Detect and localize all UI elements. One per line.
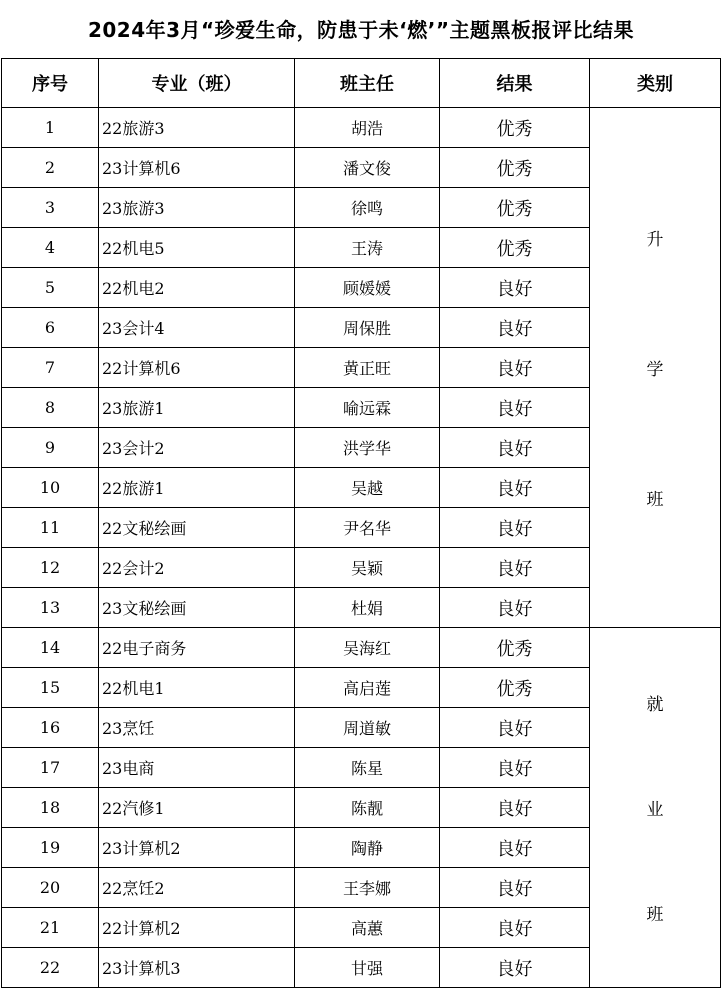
row-number: 11 [2, 508, 99, 548]
table-row [2, 108, 721, 148]
row-major: 22汽修1 [99, 788, 295, 828]
category-char: 班 [646, 490, 664, 510]
row-result: 良好 [440, 348, 590, 388]
row-result: 良好 [440, 948, 590, 988]
category-char: 学 [646, 360, 664, 380]
row-result: 良好 [440, 788, 590, 828]
table-row [2, 628, 721, 668]
row-number: 21 [2, 908, 99, 948]
row-teacher: 周保胜 [295, 308, 440, 348]
row-major: 23会计2 [99, 428, 295, 468]
row-major: 23计算机6 [99, 148, 295, 188]
category-char: 就 [646, 695, 664, 715]
row-teacher: 王涛 [295, 228, 440, 268]
row-teacher: 喻远霖 [295, 388, 440, 428]
row-teacher: 陈星 [295, 748, 440, 788]
row-number: 14 [2, 628, 99, 668]
row-teacher: 王李娜 [295, 868, 440, 908]
category-char: 升 [646, 230, 664, 250]
row-major: 22机电5 [99, 228, 295, 268]
category-label [590, 690, 720, 925]
row-number: 3 [2, 188, 99, 228]
row-major: 22电子商务 [99, 628, 295, 668]
row-number: 13 [2, 588, 99, 628]
row-number: 19 [2, 828, 99, 868]
row-result: 优秀 [440, 108, 590, 148]
row-teacher: 尹名华 [295, 508, 440, 548]
row-result: 优秀 [440, 668, 590, 708]
row-number: 8 [2, 388, 99, 428]
row-teacher: 吴越 [295, 468, 440, 508]
row-major: 22计算机6 [99, 348, 295, 388]
row-teacher: 吴海红 [295, 628, 440, 668]
row-teacher: 高启莲 [295, 668, 440, 708]
row-major: 23文秘绘画 [99, 588, 295, 628]
page-title: 2024年3月“珍爱生命，防患于未‘燃’”主题黑板报评比结果 [87, 18, 635, 42]
row-number: 2 [2, 148, 99, 188]
row-teacher: 陈靓 [295, 788, 440, 828]
row-result: 良好 [440, 748, 590, 788]
row-major: 23旅游1 [99, 388, 295, 428]
row-number: 12 [2, 548, 99, 588]
row-number: 20 [2, 868, 99, 908]
row-major: 22烹饪2 [99, 868, 295, 908]
row-number: 16 [2, 708, 99, 748]
row-major: 22机电1 [99, 668, 295, 708]
row-teacher: 杜娟 [295, 588, 440, 628]
row-result: 良好 [440, 388, 590, 428]
row-result: 良好 [440, 428, 590, 468]
row-major: 23旅游3 [99, 188, 295, 228]
row-major: 23会计4 [99, 308, 295, 348]
row-teacher: 黄正旺 [295, 348, 440, 388]
row-major: 22计算机2 [99, 908, 295, 948]
row-number: 18 [2, 788, 99, 828]
row-number: 22 [2, 948, 99, 988]
table-header-row [2, 59, 721, 108]
column-header-number: 序号 [2, 59, 99, 108]
row-result: 良好 [440, 588, 590, 628]
row-number: 4 [2, 228, 99, 268]
row-result: 良好 [440, 868, 590, 908]
row-number: 9 [2, 428, 99, 468]
row-result: 优秀 [440, 148, 590, 188]
row-result: 优秀 [440, 628, 590, 668]
row-teacher: 顾媛媛 [295, 268, 440, 308]
row-major: 22文秘绘画 [99, 508, 295, 548]
row-result: 良好 [440, 908, 590, 948]
row-result: 良好 [440, 468, 590, 508]
row-number: 10 [2, 468, 99, 508]
category-cell [590, 108, 721, 628]
row-teacher: 周道敏 [295, 708, 440, 748]
row-number: 6 [2, 308, 99, 348]
row-number: 7 [2, 348, 99, 388]
category-char: 业 [646, 800, 664, 820]
row-result: 优秀 [440, 188, 590, 228]
row-teacher: 陶静 [295, 828, 440, 868]
row-teacher: 高蕙 [295, 908, 440, 948]
row-result: 良好 [440, 308, 590, 348]
category-char: 班 [646, 905, 664, 925]
row-teacher: 甘强 [295, 948, 440, 988]
row-result: 良好 [440, 268, 590, 308]
row-major: 22机电2 [99, 268, 295, 308]
results-table [1, 58, 721, 988]
row-teacher: 吴颖 [295, 548, 440, 588]
row-result: 良好 [440, 548, 590, 588]
row-major: 22旅游1 [99, 468, 295, 508]
column-header-category: 类别 [590, 59, 721, 108]
row-major: 23电商 [99, 748, 295, 788]
column-header-major: 专业（班） [99, 59, 295, 108]
row-major: 22会计2 [99, 548, 295, 588]
row-result: 良好 [440, 508, 590, 548]
row-result: 优秀 [440, 228, 590, 268]
column-header-teacher: 班主任 [295, 59, 440, 108]
row-number: 1 [2, 108, 99, 148]
row-teacher: 洪学华 [295, 428, 440, 468]
category-label [590, 225, 720, 510]
row-teacher: 胡浩 [295, 108, 440, 148]
row-number: 17 [2, 748, 99, 788]
row-number: 15 [2, 668, 99, 708]
row-teacher: 徐鸣 [295, 188, 440, 228]
column-header-result: 结果 [440, 59, 590, 108]
row-result: 良好 [440, 828, 590, 868]
row-result: 良好 [440, 708, 590, 748]
row-major: 23烹饪 [99, 708, 295, 748]
row-major: 23计算机3 [99, 948, 295, 988]
category-cell [590, 628, 721, 988]
row-major: 23计算机2 [99, 828, 295, 868]
row-major: 22旅游3 [99, 108, 295, 148]
row-teacher: 潘文俊 [295, 148, 440, 188]
row-number: 5 [2, 268, 99, 308]
